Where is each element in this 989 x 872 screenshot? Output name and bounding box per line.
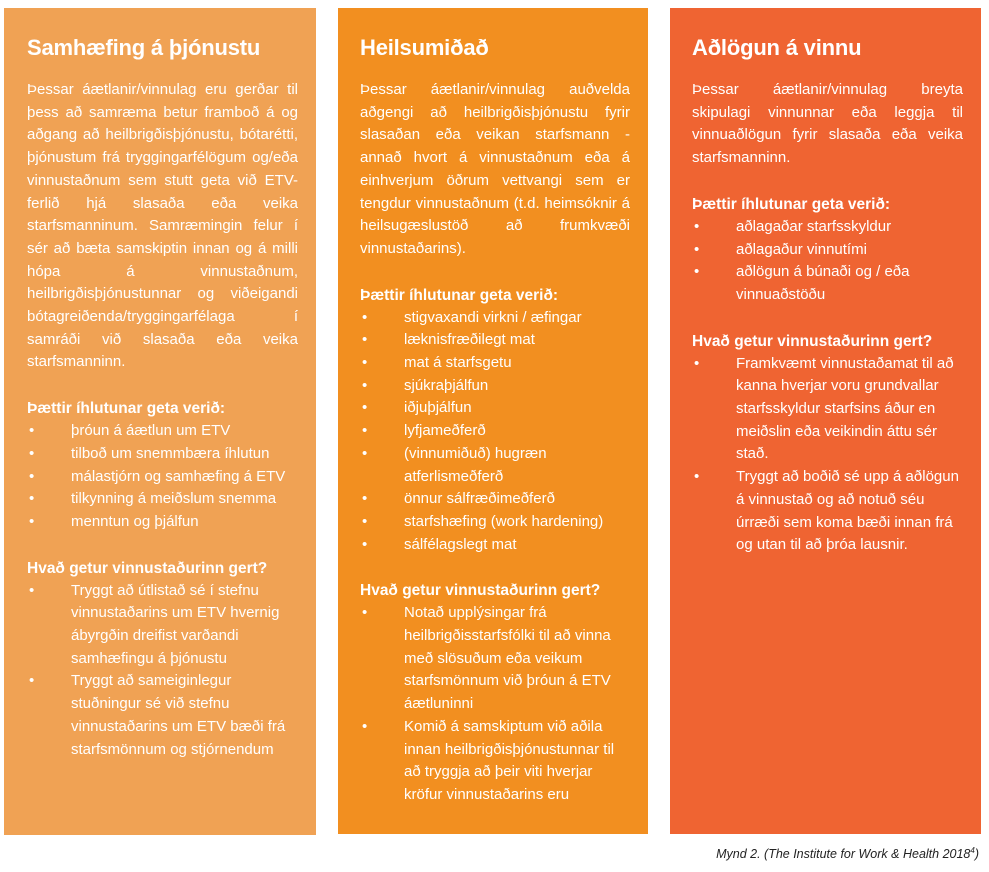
actions-heading: Hvað getur vinnustaðurinn gert? [27,559,268,577]
actions-list [27,580,298,762]
factors-heading: Þættir íhlutunar geta verið: [360,286,559,304]
list-item: • menntun og þjálfun [27,511,298,534]
factors-heading: Þættir íhlutunar geta verið: [27,400,226,418]
list-item: • Tryggt að útlistað sé í stefnu vinnustaðarins um ETV hvernig ábyrgðin dreifist varðandi samhæfingu á þjónustu [27,580,298,671]
list-item: • sálfélagslegt mat [360,534,630,557]
list-item: • (vinnumiðuð) hugræn atferlismeðferð [360,443,630,488]
caption-close: ) [974,847,979,862]
actions-list [692,353,963,557]
list-item: • sjúkraþjálfun [360,375,630,398]
column-service-coordination [4,8,316,835]
list-item: • aðlagaðar starfsskyldur [692,216,963,239]
factors-heading: Þættir íhlutunar geta verið: [692,195,891,213]
list-item: • tilkynning á meiðslum snemma [27,488,298,511]
list-item: • stigvaxandi virkni / æfingar [360,307,630,330]
caption-superscript: 4 [970,846,975,855]
caption-text: Mynd 2. (The Institute for Work & Health 2018 [716,847,971,862]
list-item: • tilboð um snemmbæra íhlutun [27,443,298,466]
column-work-adaptation [670,8,981,834]
list-item: • Notað upplýsingar frá heilbrigðisstarfsfólki til að vinna með slösuðum eða veikum starfsmönnum við þróun á ETV áætluninni [360,602,630,716]
list-item: • Framkvæmt vinnustaðamat til að kanna hverjar voru grundvallar starfsskyldur starfsins áður en meiðslin eða veikindin áttu sér stað. [692,353,963,467]
factors-list [692,216,963,307]
column-title: Aðlögun á vinnu [692,35,862,60]
list-item: • aðlögun á búnaði og / eða vinnuaðstöðu [692,261,963,306]
list-item: • Tryggt að sameiginlegur stuðningur sé við stefnu vinnustaðarins um ETV bæði frá starfsmönnum og stjórnendum [27,670,298,761]
column-intro: Þessar áætlanir/vinnulag eru gerðar til þess að samræma betur framboð á og aðgang að heilbrigðisþjónustu, bótarétti, þjónustum frá tryggingarfélögum og/eða vinnustaðnum sem stutt geta við ETV-ferlið hjá slasaða eða veika starfsmanninum. Samræmingin felur í sér að bæta samskiptin innan og á milli hópa á vinnustaðnum, heilbrigðisþjónustunnar og viðeigandi bótagreiðenda/tryggingarfélaga í samráði við slasaða eða veika starfsmanninn. [27,81,298,371]
list-item: • lyfjameðferð [360,420,630,443]
column-title: Heilsumiðað [360,35,489,60]
column-health-focused [338,8,648,834]
list-item: • þróun á áætlun um ETV [27,420,298,443]
list-item: • önnur sálfræðimeðferð [360,488,630,511]
actions-heading: Hvað getur vinnustaðurinn gert? [692,332,933,350]
column-intro: Þessar áætlanir/vinnulag auðvelda aðgengi að heilbrigðisþjónustu fyrir slasaðan eða veikan starfsmann - annað hvort á vinnustaðnum eða á einhverjum öðrum vettvangi sem er tengdur vinnustaðnum (t.d. heimsóknir á heilsugæslustöð að frumkvæði vinnustaðarins). [360,81,630,257]
factors-list [360,307,630,557]
column-intro: Þessar áætlanir/vinnulag breyta skipulagi vinnunnar eða leggja til vinnuaðlögun fyrir slasaða eða veika starfsmanninn. [692,81,963,167]
list-item: • starfshæfing (work hardening) [360,511,630,534]
actions-list [360,602,630,806]
actions-heading: Hvað getur vinnustaðurinn gert? [360,582,601,600]
list-item: • mat á starfsgetu [360,352,630,375]
factors-list [27,420,298,534]
column-title: Samhæfing á þjónustu [27,35,261,60]
list-item: • Komið á samskiptum við aðila innan heilbrigðisþjónustunnar til að tryggja að þeir viti hverjar kröfur vinnustaðarins eru [360,716,630,807]
list-item: • aðlagaður vinnutími [692,239,963,262]
list-item: • Tryggt að boðið sé upp á aðlögun á vinnustað og að notuð séu úrræði sem koma bæði innan frá og utan til að þróa lausnir. [692,466,963,557]
list-item: • iðjuþjálfun [360,397,630,420]
list-item: • málastjórn og samhæfing á ETV [27,466,298,489]
list-item: • læknisfræðilegt mat [360,329,630,352]
figure-caption [716,846,979,861]
